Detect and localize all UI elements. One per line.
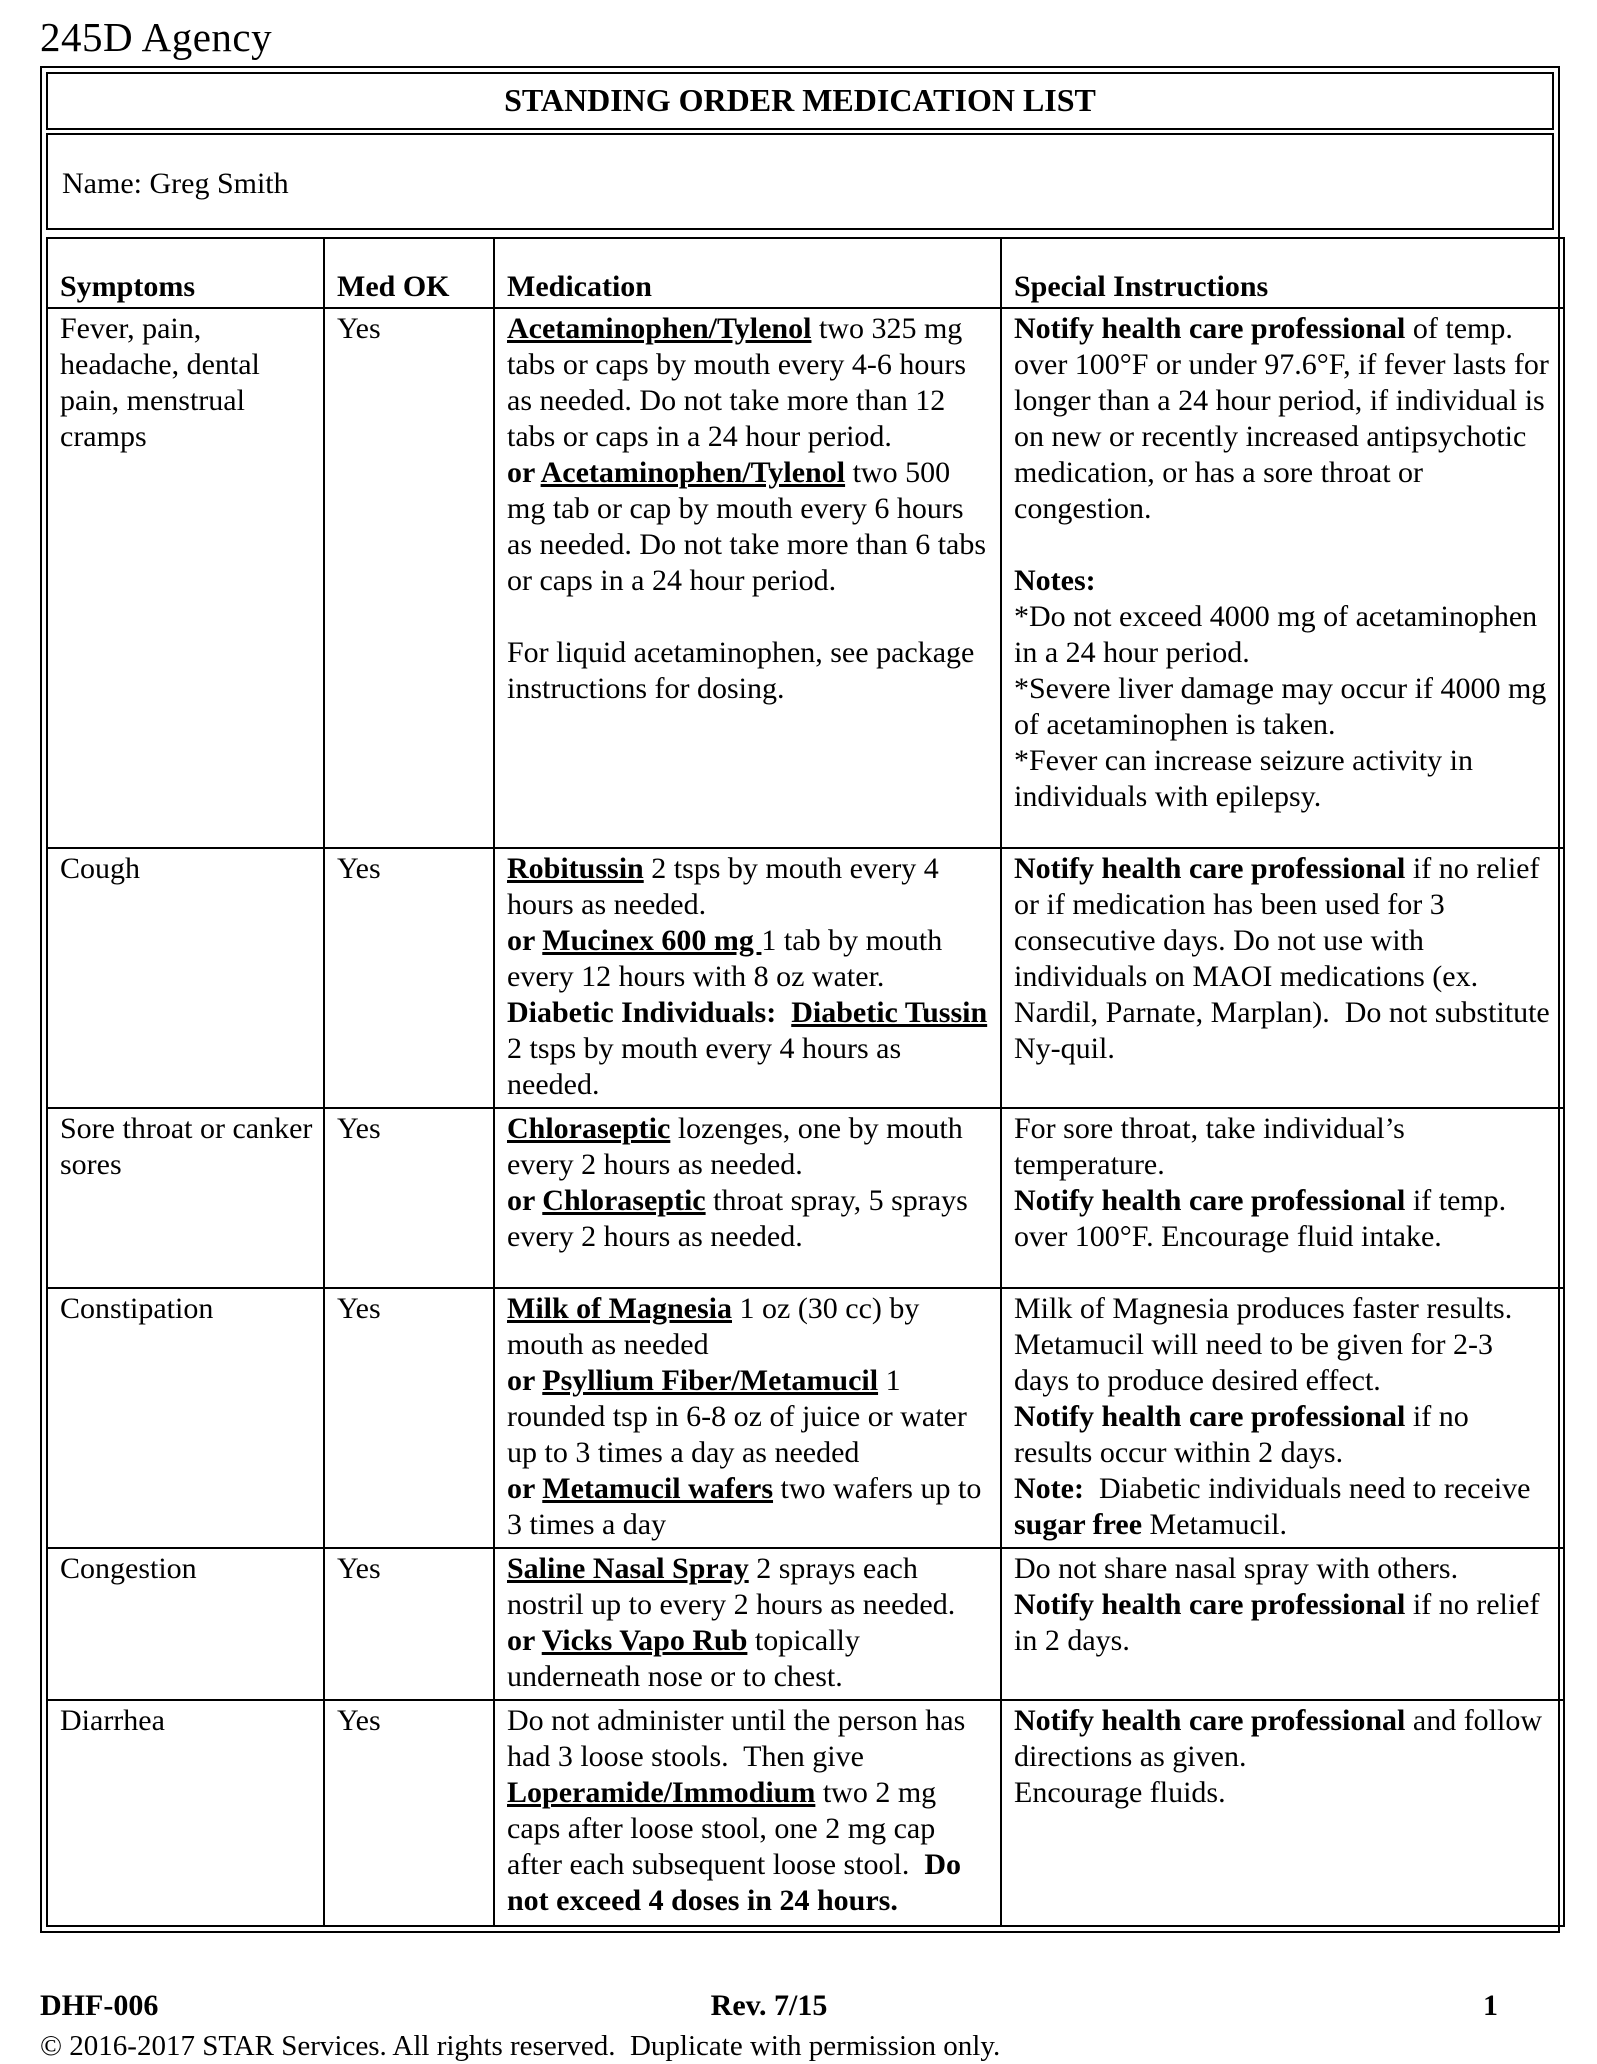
text-run: Notify health care professional [1014, 1184, 1406, 1217]
paragraph [60, 1291, 313, 1327]
paragraph [1014, 1703, 1553, 1775]
text-run: Do not exceed 4 doses in 24 hours. [507, 1848, 969, 1917]
paragraph [1014, 1551, 1553, 1587]
text-run: two wafers up to 3 times a day [507, 1472, 989, 1541]
paragraph [507, 1551, 990, 1623]
text-run: if no results occur within 2 days. [1014, 1400, 1477, 1469]
text-run: Yes [337, 1552, 381, 1585]
paragraph [1014, 599, 1553, 671]
text-run: Notify health care professional [1014, 1704, 1406, 1737]
text-run: if temp. over 100°F. Encourage fluid intake. [1014, 1184, 1514, 1253]
text-run: 2 tsps by mouth every 4 hours as needed. [507, 996, 995, 1101]
text-run: *Fever can increase seizure activity in individuals with epilepsy. [1014, 744, 1481, 813]
paragraph [60, 1703, 313, 1739]
paragraph [507, 1363, 990, 1471]
text-run: Do not share nasal spray with others. [1014, 1552, 1459, 1585]
agency-name: 245D Agency [40, 14, 273, 60]
text-run: Milk of Magnesia [507, 1292, 732, 1325]
text-run: Diarrhea [60, 1704, 165, 1737]
text-run: if no relief or if medication has been used for 3 consecutive days. Do not use with individuals on MAOI medications (ex. Nardil, Parnate, Marplan). Do not substitute Ny-quil. [1014, 852, 1558, 1065]
paragraph [507, 995, 995, 1103]
special-instructions-cell [1001, 1108, 1564, 1288]
text-run: lozenges, one by mouth every 2 hours as needed. [507, 1112, 971, 1181]
page-number: 1 [1483, 1989, 1498, 2022]
text-run: Mucinex 600 mg [542, 924, 762, 957]
text-run: sugar free [1014, 1508, 1143, 1541]
table-row [47, 848, 1564, 1108]
text-run: Acetaminophen/Tylenol [507, 312, 812, 345]
paragraph [507, 455, 994, 599]
table-row [47, 1700, 1564, 1926]
text-run: Acetaminophen/Tylenol [540, 456, 846, 489]
text-run: Notify health care professional [1014, 852, 1406, 885]
text-run: or [507, 1624, 542, 1657]
special-instructions-cell [1001, 848, 1564, 1108]
form-number: DHF-006 [40, 1989, 159, 2022]
paragraph [60, 1551, 313, 1587]
text-run: Yes [337, 312, 381, 345]
text-run: Psyllium Fiber/Metamucil [542, 1364, 879, 1397]
text-run: Diabetic Individuals: [507, 996, 792, 1029]
header-row [47, 238, 1564, 308]
medication-table-body [47, 308, 1564, 1926]
paragraph [507, 1623, 990, 1695]
text-run: 1 rounded tsp in 6-8 oz of juice or water up to 3 times a day as needed [507, 1364, 975, 1469]
text-run: of temp. over 100°F or under 97.6°F, if fever lasts for longer than a 24 hour period, if individual is on new or recently increased antipsychotic medication, or has a sore throat or congestion. [1014, 312, 1557, 525]
text-run: two 325 mg tabs or caps by mouth every 4-6 hours as needed. Do not take more than 12 tabs or caps in a 24 hour period. [507, 312, 974, 453]
paragraph [1014, 851, 1558, 1067]
text-run: Yes [337, 1292, 381, 1325]
paragraph [507, 1183, 990, 1255]
text-run: Notify health care professional [1014, 1400, 1406, 1433]
medication-cell [494, 848, 1001, 1108]
paragraph [60, 851, 313, 887]
symptoms-cell [47, 1288, 324, 1548]
paragraph [337, 851, 483, 887]
text-run: Notify health care professional [1014, 1588, 1406, 1621]
paragraph [1014, 743, 1553, 815]
header-med-ok: Med OK [324, 238, 494, 308]
header-symptoms: Symptoms [47, 238, 324, 308]
form-title: STANDING ORDER MEDICATION LIST [46, 72, 1554, 130]
paragraph [507, 1471, 990, 1543]
medication-cell [494, 1108, 1001, 1288]
text-run: Diabetic individuals need to receive [1083, 1472, 1538, 1505]
medication-table [46, 237, 1565, 1927]
symptoms-cell [47, 1548, 324, 1700]
symptoms-cell [47, 848, 324, 1108]
text-run: Notes: [1014, 564, 1096, 597]
text-run: *Do not exceed 4000 mg of acetaminophen in a 24 hour period. [1014, 600, 1545, 669]
paragraph [507, 635, 990, 707]
med-ok-cell [324, 1288, 494, 1548]
text-run: *Severe liver damage may occur if 4000 mg of acetaminophen is taken. [1014, 672, 1554, 741]
paragraph [507, 1703, 990, 1919]
symptoms-cell [47, 308, 324, 848]
text-run: or [507, 1364, 543, 1397]
text-run: 2 sprays each nostril up to every 2 hours as needed. [507, 1552, 956, 1621]
text-run: and follow directions as given. [1014, 1704, 1550, 1773]
text-run: Encourage fluids. [1014, 1776, 1226, 1809]
paragraph [1014, 1183, 1553, 1255]
footer-row [40, 1988, 1560, 2024]
name-box [46, 133, 1554, 230]
symptoms-cell [47, 1108, 324, 1288]
text-run: 1 oz (30 cc) by mouth as needed [507, 1292, 927, 1361]
paragraph [1014, 1775, 1553, 1811]
text-run: Constipation [60, 1292, 214, 1325]
text-run: Cough [60, 852, 141, 885]
text-run: Yes [337, 1704, 381, 1737]
paragraph [1014, 1111, 1553, 1183]
paragraph [337, 311, 483, 347]
table-row [47, 1108, 1564, 1288]
special-instructions-cell [1001, 1548, 1564, 1700]
med-ok-cell [324, 1548, 494, 1700]
paragraph [1014, 563, 1553, 599]
symptoms-cell [47, 1700, 324, 1926]
text-run: or [507, 1472, 543, 1505]
paragraph [1014, 671, 1553, 743]
paragraph [60, 311, 313, 455]
paragraph [1014, 1399, 1553, 1471]
text-run: Loperamide/Immodium [507, 1776, 816, 1809]
med-ok-cell [324, 848, 494, 1108]
text-run: or [507, 1184, 543, 1217]
text-run: two 2 mg caps after loose stool, one 2 mg cap after each subsequent loose stool. [507, 1776, 944, 1881]
text-run: Robitussin [507, 852, 644, 885]
header-special-instructions: Special Instructions [1001, 238, 1564, 308]
text-run: throat spray, 5 sprays every 2 hours as needed. [507, 1184, 976, 1253]
special-instructions-cell [1001, 1288, 1564, 1548]
medication-cell [494, 308, 1001, 848]
text-run: Do not administer until the person has had 3 loose stools. Then give [507, 1704, 973, 1773]
text-run: For liquid acetaminophen, see package instructions for dosing. [507, 636, 982, 705]
text-run: two 500 mg tab or cap by mouth every 6 hours as needed. Do not take more than 6 tabs or caps in a 24 hour period. [507, 456, 994, 597]
text-run: if no relief in 2 days. [1014, 1588, 1547, 1657]
text-run: Diabetic Tussin [791, 996, 988, 1029]
med-ok-cell [324, 1700, 494, 1926]
paragraph [1014, 527, 1553, 563]
table-row [47, 1288, 1564, 1548]
text-run: Sore throat or canker sores [60, 1112, 320, 1181]
text-run: Saline Nasal Spray [507, 1552, 749, 1585]
paragraph [507, 1111, 990, 1183]
text-run: Fever, pain, headache, dental pain, menstrual cramps [60, 312, 268, 453]
text-run: topically underneath nose or to chest. [507, 1624, 868, 1693]
table-row [47, 1548, 1564, 1700]
paragraph [507, 923, 990, 995]
paragraph [507, 851, 990, 923]
paragraph [60, 1111, 320, 1183]
paragraph [1014, 1471, 1553, 1543]
med-ok-cell [324, 308, 494, 848]
text-run: Metamucil wafers [542, 1472, 774, 1505]
header-medication: Medication [494, 238, 1001, 308]
name-label: Name: [62, 167, 142, 200]
paragraph [337, 1291, 483, 1327]
revision: Rev. 7/15 [710, 1989, 828, 2022]
paragraph [337, 1703, 483, 1739]
special-instructions-cell [1001, 308, 1564, 848]
table-row [47, 308, 1564, 848]
paragraph [507, 599, 990, 635]
paragraph [337, 1551, 483, 1587]
name-value: Greg Smith [149, 167, 289, 200]
text-run: Metamucil. [1142, 1508, 1287, 1541]
medication-cell [494, 1700, 1001, 1926]
page-footer [40, 1988, 1560, 2064]
form-wrapper [40, 66, 1560, 1933]
text-run: 2 tsps by mouth every 4 hours as needed. [507, 852, 947, 921]
copyright-notice: © 2016-2017 STAR Services. All rights reserved. Duplicate with permission only. [40, 2030, 1001, 2062]
special-instructions-cell [1001, 1700, 1564, 1926]
text-run: For sore throat, take individual’s temperature. [1014, 1112, 1413, 1181]
med-ok-cell [324, 1108, 494, 1288]
paragraph [1014, 311, 1557, 527]
text-run: or [507, 456, 541, 489]
text-run: Vicks Vapo Rub [541, 1624, 748, 1657]
paragraph [1014, 1291, 1553, 1399]
text-run: Congestion [60, 1552, 197, 1585]
paragraph [1014, 1587, 1553, 1659]
text-run: Yes [337, 1112, 381, 1145]
text-run: Milk of Magnesia produces faster results. Metamucil will need to be given for 2-3 days to produce desired effect. [1014, 1292, 1520, 1397]
text-run: Chloraseptic [507, 1112, 671, 1145]
medication-cell [494, 1288, 1001, 1548]
paragraph [507, 311, 990, 455]
paragraph [507, 1291, 990, 1363]
medication-cell [494, 1548, 1001, 1700]
text-run: Note: [1014, 1472, 1084, 1505]
text-run: Notify health care professional [1014, 312, 1406, 345]
paragraph [337, 1111, 483, 1147]
text-run: 1 tab by mouth every 12 hours with 8 oz water. [507, 924, 950, 993]
text-run: Chloraseptic [542, 1184, 706, 1217]
text-run: or [507, 924, 543, 957]
text-run: Yes [337, 852, 381, 885]
